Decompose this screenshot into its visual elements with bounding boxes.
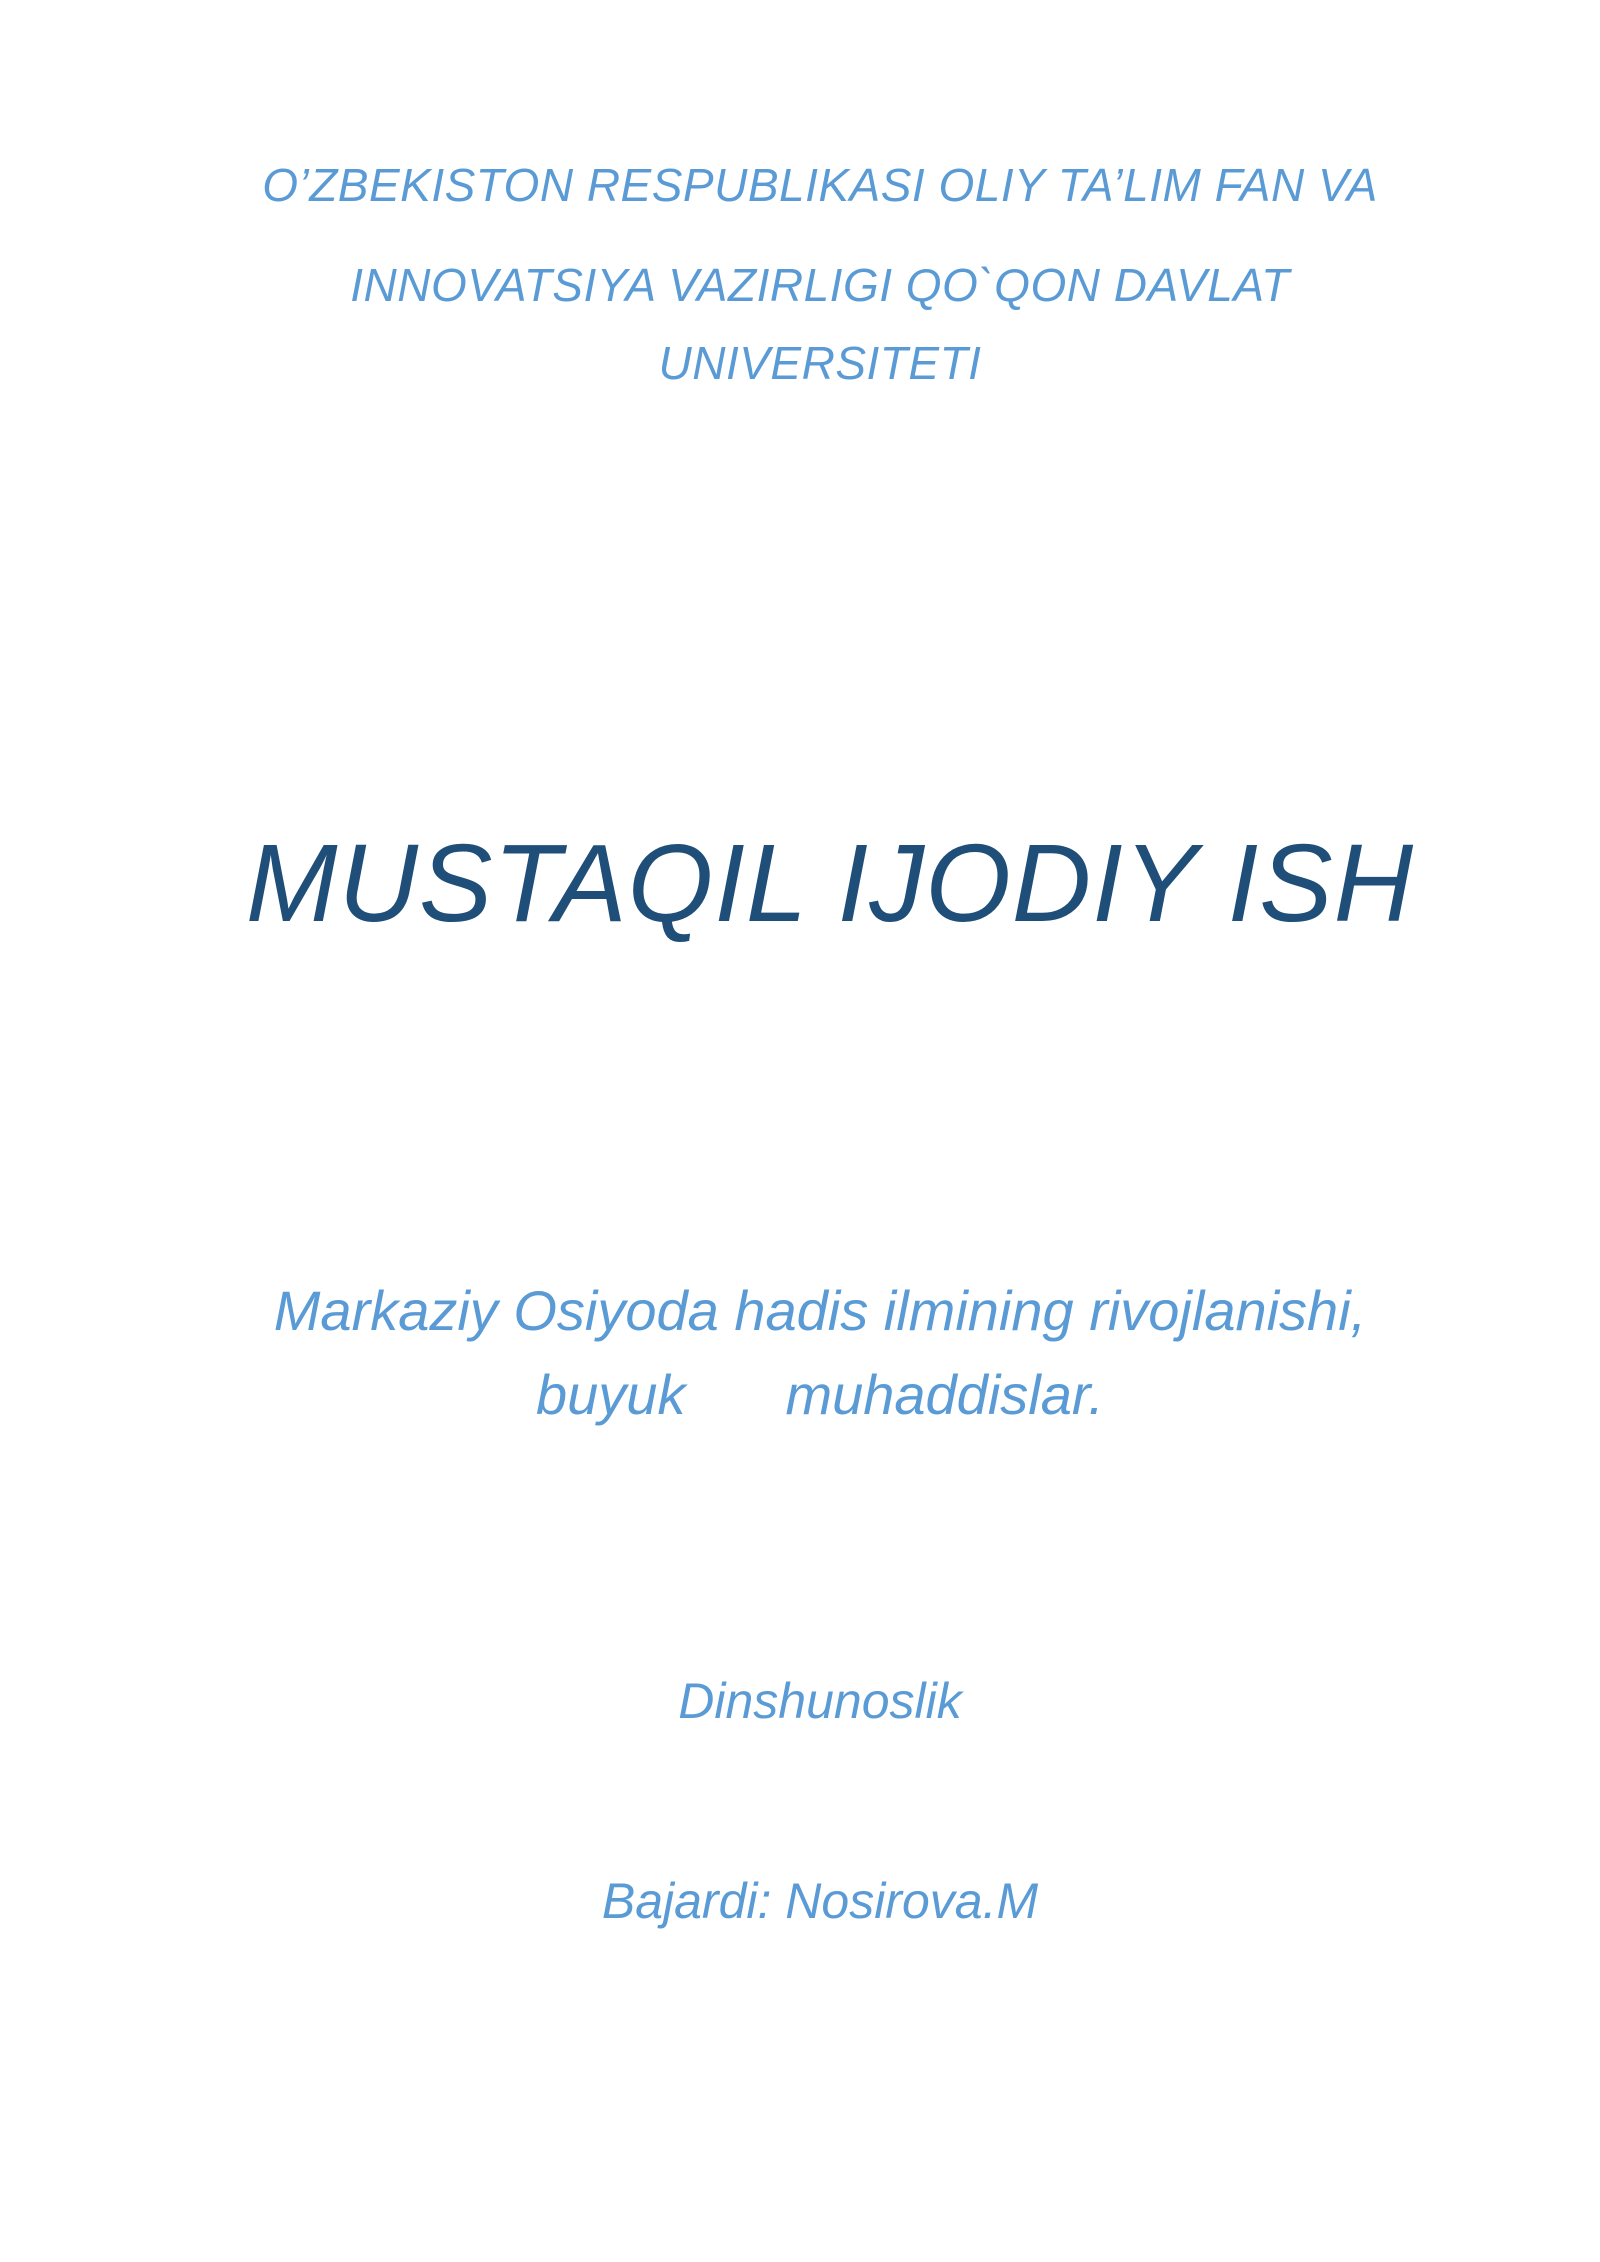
topic-line-1: Markaziy Osiyoda hadis ilmining rivojlanishi, [273,1279,1367,1342]
subject-label: Dinshunoslik [678,1673,962,1729]
header-line-2: INNOVATSIYA VAZIRLIGI QO`QON DAVLAT [350,259,1290,311]
topic-word-muhaddislar: muhaddislar. [785,1363,1104,1426]
topic-line-2 [20,1362,1600,1427]
topic-word-buyuk: buyuk [536,1363,686,1426]
document-title: MUSTAQIL IJODIY ISH [245,822,1415,945]
header-line-1: O’ZBEKISTON RESPUBLIKASI OLIY TA’LIM FAN VA [262,159,1378,211]
header-line-3: UNIVERSITETI [658,337,982,389]
author-label: Bajardi: Nosirova.M [601,1873,1039,1929]
